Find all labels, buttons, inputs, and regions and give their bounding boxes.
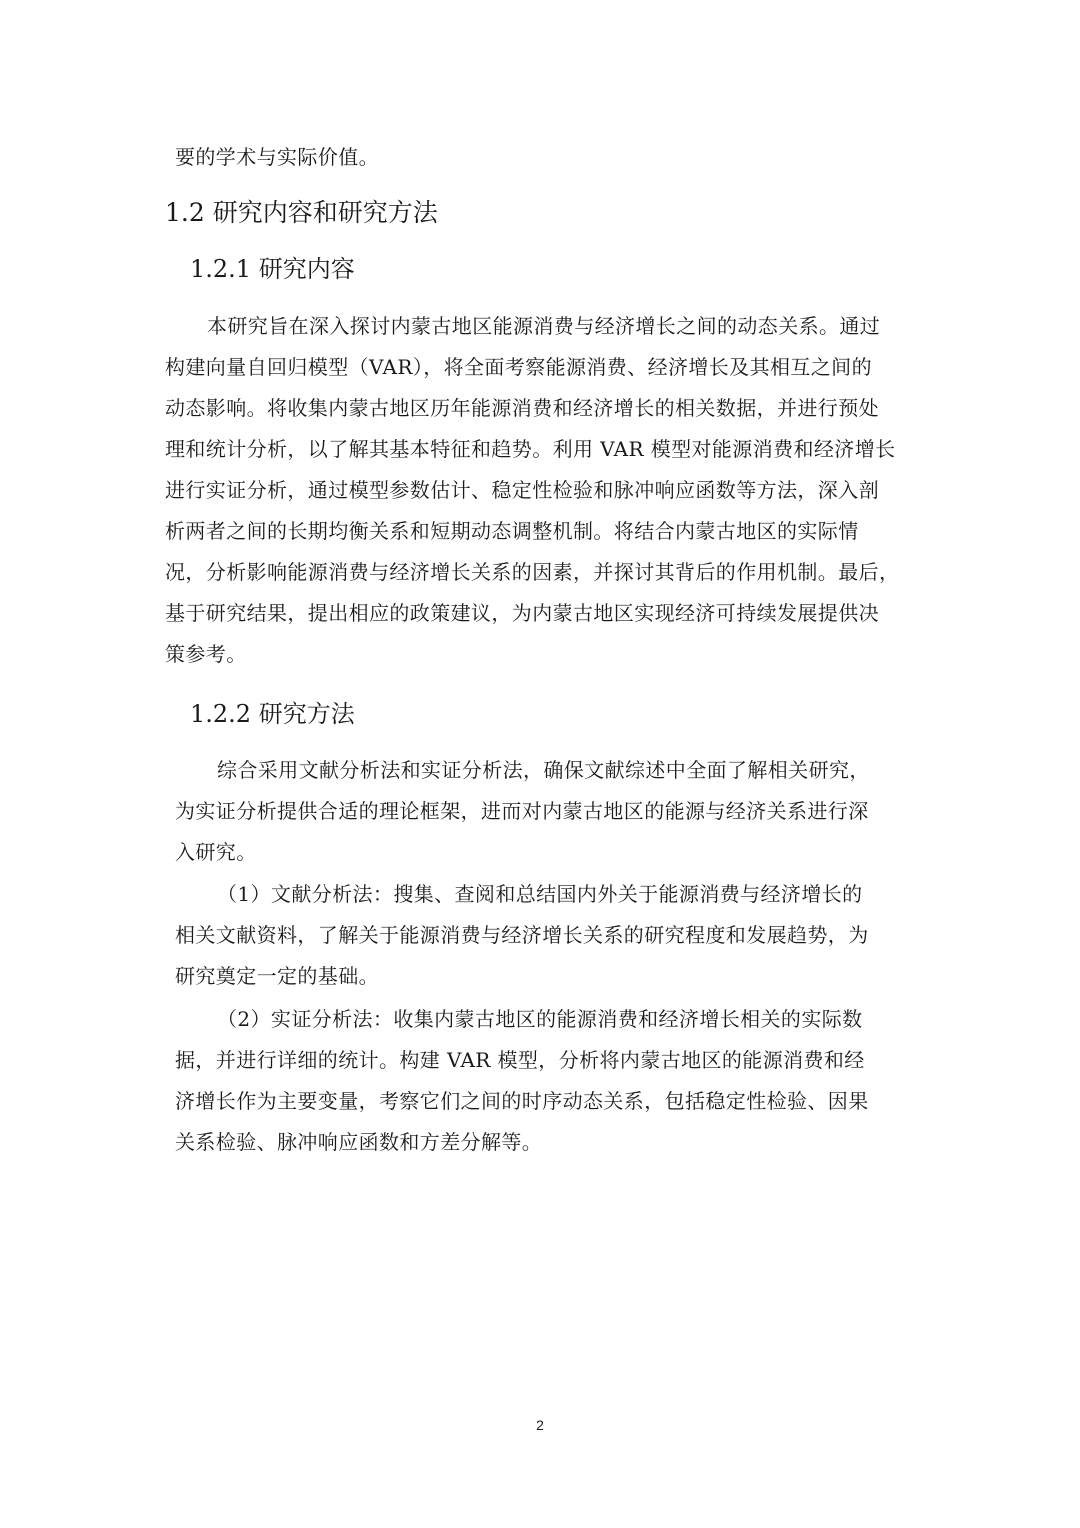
- paragraph-line: 研究奠定一定的基础。: [175, 964, 379, 988]
- section-heading-1-2-1: 1.2.1 研究内容: [190, 255, 355, 283]
- paragraph-line: （1）文献分析法：搜集、查阅和总结国内外关于能源消费与经济增长的: [217, 882, 863, 906]
- paragraph-line: 构建向量自回归模型（VAR），将全面考察能源消费、经济增长及其相互之间的: [165, 355, 872, 379]
- paragraph-line: 基于研究结果，提出相应的政策建议，为内蒙古地区实现经济可持续发展提供决: [165, 601, 879, 625]
- paragraph-line: （2）实证分析法：收集内蒙古地区的能源消费和经济增长相关的实际数: [217, 1007, 863, 1031]
- paragraph-line: 为实证分析提供合适的理论框架，进而对内蒙古地区的能源与经济关系进行深: [175, 799, 869, 823]
- paragraph-line: 关系检验、脉冲响应函数和方差分解等。: [175, 1130, 543, 1154]
- paragraph-line: 动态影响。将收集内蒙古地区历年能源消费和经济增长的相关数据，并进行预处: [165, 396, 879, 420]
- continuation-text: 要的学术与实际价值。: [175, 145, 379, 169]
- paragraph-line: 进行实证分析，通过模型参数估计、稳定性检验和脉冲响应函数等方法，深入剖: [165, 478, 879, 502]
- page-number: 2: [536, 1417, 544, 1433]
- paragraph-line: 相关文献资料，了解关于能源消费与经济增长关系的研究程度和发展趋势，为: [175, 923, 869, 947]
- paragraph-line: 济增长作为主要变量，考察它们之间的时序动态关系，包括稳定性检验、因果: [175, 1089, 869, 1113]
- paragraph-line: 本研究旨在深入探讨内蒙古地区能源消费与经济增长之间的动态关系。通过: [207, 314, 881, 338]
- section-heading-1-2-2: 1.2.2 研究方法: [190, 700, 355, 728]
- paragraph-line: 入研究。: [175, 840, 257, 864]
- paragraph-line: 理和统计分析，以了解其基本特征和趋势。利用 VAR 模型对能源消费和经济增长: [165, 437, 896, 461]
- paragraph-line: 据，并进行详细的统计。构建 VAR 模型，分析将内蒙古地区的能源消费和经: [175, 1048, 865, 1072]
- section-heading-1-2: 1.2 研究内容和研究方法: [165, 198, 438, 227]
- paragraph-line: 综合采用文献分析法和实证分析法，确保文献综述中全面了解相关研究，: [217, 758, 870, 782]
- paragraph-line: 析两者之间的长期均衡关系和短期动态调整机制。将结合内蒙古地区的实际情: [165, 519, 859, 543]
- paragraph-line: 策参考。: [165, 642, 247, 666]
- paragraph-line: 况，分析影响能源消费与经济增长关系的因素，并探讨其背后的作用机制。最后，: [165, 560, 900, 584]
